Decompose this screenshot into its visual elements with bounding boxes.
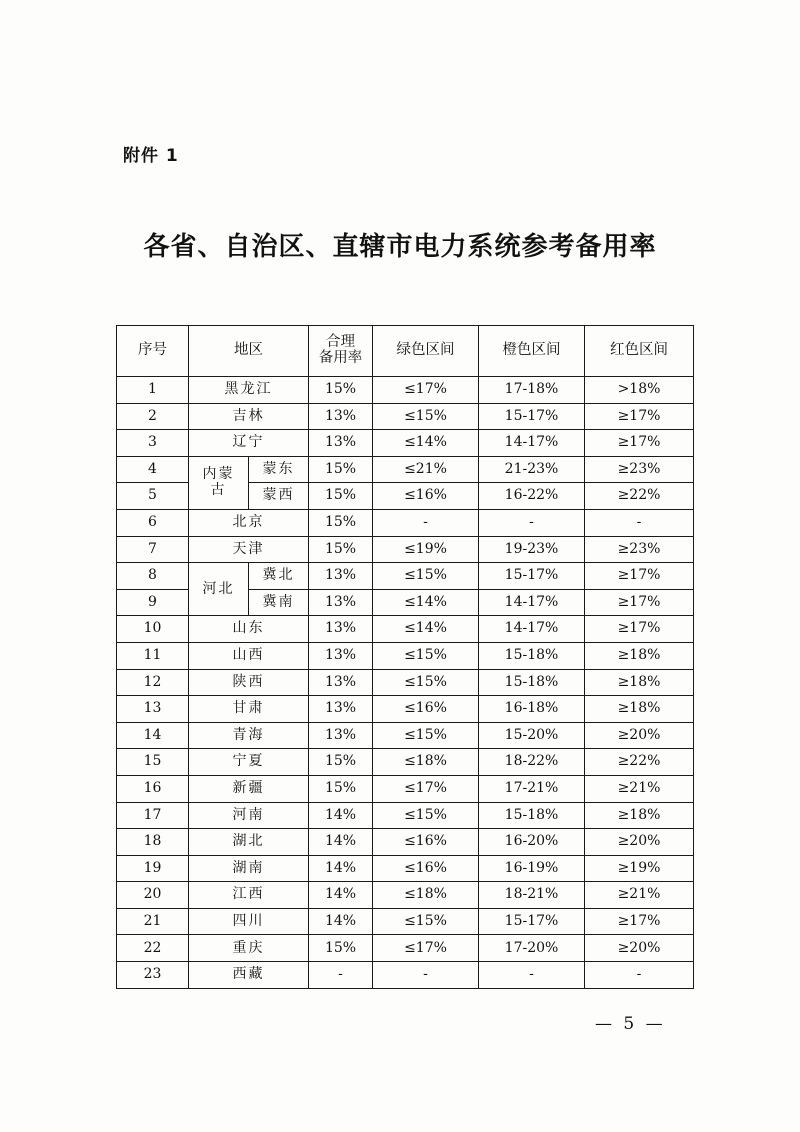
reserve-rate-cell: 15%: [309, 509, 373, 536]
seq-cell: 10: [117, 616, 189, 643]
region-cell: 青海: [189, 722, 309, 749]
seq-cell: 12: [117, 669, 189, 696]
reserve-rate-cell: 13%: [309, 696, 373, 723]
table-row: [117, 962, 694, 989]
green-range-cell: ≤15%: [373, 642, 479, 669]
orange-range-cell: 19-23%: [479, 536, 585, 563]
region-cell: 黑龙江: [189, 377, 309, 404]
orange-range-cell: 17-18%: [479, 377, 585, 404]
red-range-cell: ≥22%: [585, 483, 694, 510]
table-row: [117, 563, 694, 590]
orange-range-cell: 21-23%: [479, 456, 585, 483]
red-range-cell: ≥17%: [585, 430, 694, 457]
green-range-cell: ≤18%: [373, 882, 479, 909]
red-range-cell: ≥17%: [585, 589, 694, 616]
red-range-cell: ≥18%: [585, 802, 694, 829]
red-range-cell: ≥18%: [585, 696, 694, 723]
seq-cell: 15: [117, 749, 189, 776]
region-cell: 陕西: [189, 669, 309, 696]
orange-range-cell: 16-19%: [479, 855, 585, 882]
region-cell: 山东: [189, 616, 309, 643]
orange-range-cell: 16-20%: [479, 829, 585, 856]
table-row: [117, 669, 694, 696]
reserve-rate-cell: 15%: [309, 456, 373, 483]
seq-cell: 14: [117, 722, 189, 749]
red-range-cell: >18%: [585, 377, 694, 404]
green-range-cell: -: [373, 962, 479, 989]
document-title: 各省、自治区、直辖市电力系统参考备用率: [143, 232, 657, 262]
region-cell: 蒙西: [249, 483, 309, 510]
table-row: [117, 642, 694, 669]
orange-range-cell: -: [479, 962, 585, 989]
table-row: [117, 882, 694, 909]
seq-cell: 18: [117, 829, 189, 856]
table-row: [117, 749, 694, 776]
red-range-cell: -: [585, 509, 694, 536]
red-range-cell: ≥20%: [585, 722, 694, 749]
orange-range-cell: 14-17%: [479, 616, 585, 643]
orange-range-cell: 16-22%: [479, 483, 585, 510]
seq-cell: 19: [117, 855, 189, 882]
green-range-cell: ≤14%: [373, 430, 479, 457]
green-range-cell: ≤14%: [373, 616, 479, 643]
table-row: [117, 802, 694, 829]
table-row: [117, 855, 694, 882]
reserve-rate-cell: 14%: [309, 802, 373, 829]
green-range-cell: ≤19%: [373, 536, 479, 563]
green-range-cell: ≤18%: [373, 749, 479, 776]
header-seq: 序号: [117, 326, 189, 377]
red-range-cell: -: [585, 962, 694, 989]
reserve-rate-cell: -: [309, 962, 373, 989]
red-range-cell: ≥22%: [585, 749, 694, 776]
region-cell: 重庆: [189, 935, 309, 962]
green-range-cell: ≤14%: [373, 589, 479, 616]
orange-range-cell: 15-17%: [479, 563, 585, 590]
header-reserve-line2: 备用率: [318, 350, 363, 366]
reserve-rate-cell: 13%: [309, 616, 373, 643]
seq-cell: 2: [117, 403, 189, 430]
header-red-range: 红色区间: [585, 326, 694, 377]
green-range-cell: ≤16%: [373, 855, 479, 882]
red-range-cell: ≥23%: [585, 456, 694, 483]
region-group-line1: 内蒙: [202, 466, 235, 483]
red-range-cell: ≥23%: [585, 536, 694, 563]
red-range-cell: ≥21%: [585, 882, 694, 909]
green-range-cell: ≤15%: [373, 722, 479, 749]
reserve-rate-table: [116, 325, 694, 989]
red-range-cell: ≥20%: [585, 829, 694, 856]
region-group-cell: [189, 456, 249, 509]
seq-cell: 6: [117, 509, 189, 536]
orange-range-cell: 15-17%: [479, 403, 585, 430]
table-row: [117, 722, 694, 749]
seq-cell: 23: [117, 962, 189, 989]
green-range-cell: ≤17%: [373, 377, 479, 404]
region-cell: 北京: [189, 509, 309, 536]
region-cell: 冀南: [249, 589, 309, 616]
reserve-rate-cell: 13%: [309, 430, 373, 457]
red-range-cell: ≥17%: [585, 563, 694, 590]
seq-cell: 13: [117, 696, 189, 723]
attachment-label: 附件 1: [123, 146, 179, 166]
orange-range-cell: -: [479, 509, 585, 536]
green-range-cell: ≤16%: [373, 829, 479, 856]
red-range-cell: ≥20%: [585, 935, 694, 962]
table-row: [117, 616, 694, 643]
header-region: 地区: [189, 326, 309, 377]
green-range-cell: ≤15%: [373, 669, 479, 696]
reserve-rate-cell: 13%: [309, 669, 373, 696]
red-range-cell: ≥21%: [585, 775, 694, 802]
table-row: [117, 908, 694, 935]
region-cell: 新疆: [189, 775, 309, 802]
seq-cell: 4: [117, 456, 189, 483]
region-cell: 辽宁: [189, 430, 309, 457]
green-range-cell: ≤15%: [373, 563, 479, 590]
reserve-rate-cell: 14%: [309, 882, 373, 909]
reserve-rate-cell: 13%: [309, 589, 373, 616]
orange-range-cell: 17-21%: [479, 775, 585, 802]
green-range-cell: ≤21%: [373, 456, 479, 483]
orange-range-cell: 14-17%: [479, 589, 585, 616]
reserve-rate-cell: 15%: [309, 775, 373, 802]
reserve-rate-cell: 13%: [309, 642, 373, 669]
orange-range-cell: 18-21%: [479, 882, 585, 909]
region-cell: 甘肃: [189, 696, 309, 723]
reserve-rate-cell: 14%: [309, 908, 373, 935]
page-number: — 5 —: [595, 1014, 666, 1034]
orange-range-cell: 15-17%: [479, 908, 585, 935]
region-cell: 山西: [189, 642, 309, 669]
reserve-rate-cell: 13%: [309, 722, 373, 749]
green-range-cell: ≤16%: [373, 696, 479, 723]
reserve-rate-cell: 15%: [309, 536, 373, 563]
region-cell: 四川: [189, 908, 309, 935]
header-orange-range: 橙色区间: [479, 326, 585, 377]
orange-range-cell: 15-20%: [479, 722, 585, 749]
green-range-cell: -: [373, 509, 479, 536]
red-range-cell: ≥19%: [585, 855, 694, 882]
orange-range-cell: 18-22%: [479, 749, 585, 776]
table-row: [117, 403, 694, 430]
table-row: [117, 456, 694, 483]
green-range-cell: ≤15%: [373, 802, 479, 829]
table-row: [117, 829, 694, 856]
region-cell: 河南: [189, 802, 309, 829]
region-cell: 江西: [189, 882, 309, 909]
seq-cell: 21: [117, 908, 189, 935]
region-cell: 湖南: [189, 855, 309, 882]
green-range-cell: ≤16%: [373, 483, 479, 510]
red-range-cell: ≥17%: [585, 403, 694, 430]
table-row: [117, 377, 694, 404]
seq-cell: 1: [117, 377, 189, 404]
seq-cell: 22: [117, 935, 189, 962]
region-cell: 宁夏: [189, 749, 309, 776]
orange-range-cell: 17-20%: [479, 935, 585, 962]
red-range-cell: ≥17%: [585, 908, 694, 935]
reserve-rate-cell: 14%: [309, 855, 373, 882]
region-cell: 湖北: [189, 829, 309, 856]
reserve-rate-cell: 15%: [309, 749, 373, 776]
table-row: [117, 696, 694, 723]
orange-range-cell: 15-18%: [479, 802, 585, 829]
green-range-cell: ≤15%: [373, 908, 479, 935]
green-range-cell: ≤17%: [373, 935, 479, 962]
reserve-rate-cell: 13%: [309, 563, 373, 590]
seq-cell: 20: [117, 882, 189, 909]
table-row: [117, 536, 694, 563]
seq-cell: 9: [117, 589, 189, 616]
region-group-line2: 古: [210, 481, 227, 498]
reserve-rate-cell: 15%: [309, 377, 373, 404]
orange-range-cell: 15-18%: [479, 669, 585, 696]
header-green-range: 绿色区间: [373, 326, 479, 377]
seq-cell: 17: [117, 802, 189, 829]
reserve-rate-cell: 14%: [309, 829, 373, 856]
seq-cell: 3: [117, 430, 189, 457]
seq-cell: 7: [117, 536, 189, 563]
table-row: [117, 775, 694, 802]
header-reserve-rate: [309, 326, 373, 377]
region-cell: 天津: [189, 536, 309, 563]
reserve-rate-cell: 15%: [309, 935, 373, 962]
orange-range-cell: 14-17%: [479, 430, 585, 457]
reserve-rate-cell: 15%: [309, 483, 373, 510]
table-row: [117, 430, 694, 457]
red-range-cell: ≥18%: [585, 669, 694, 696]
seq-cell: 8: [117, 563, 189, 590]
seq-cell: 16: [117, 775, 189, 802]
green-range-cell: ≤17%: [373, 775, 479, 802]
reserve-rate-cell: 13%: [309, 403, 373, 430]
orange-range-cell: 16-18%: [479, 696, 585, 723]
green-range-cell: ≤15%: [373, 403, 479, 430]
region-group-cell: 河北: [189, 563, 249, 616]
table-header-row: [117, 326, 694, 377]
red-range-cell: ≥17%: [585, 616, 694, 643]
seq-cell: 5: [117, 483, 189, 510]
region-cell: 冀北: [249, 563, 309, 590]
header-reserve-line1: 合理: [326, 334, 355, 351]
table-row: [117, 935, 694, 962]
region-cell: 西藏: [189, 962, 309, 989]
region-cell: 蒙东: [249, 456, 309, 483]
red-range-cell: ≥18%: [585, 642, 694, 669]
orange-range-cell: 15-18%: [479, 642, 585, 669]
table-row: [117, 509, 694, 536]
seq-cell: 11: [117, 642, 189, 669]
region-cell: 吉林: [189, 403, 309, 430]
